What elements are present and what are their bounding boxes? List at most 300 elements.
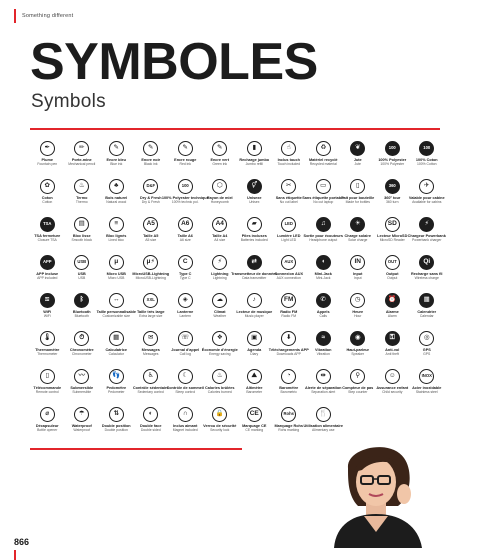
symbol-item xyxy=(30,293,65,324)
symbol-label: Heure xyxy=(352,310,364,314)
symbol-translation: Blue ink xyxy=(110,162,123,167)
symbol-translation: Diary xyxy=(250,352,259,357)
symbol-icon: C xyxy=(178,255,193,270)
symbol-label: Sans étiquette xyxy=(275,196,302,200)
symbol-label: Sans étiquette portable xyxy=(302,196,345,200)
symbol-translation: Stainless steel xyxy=(415,390,438,395)
symbol-label: Pedomètre xyxy=(106,386,127,390)
symbol-item xyxy=(168,407,203,438)
symbol-item xyxy=(272,179,307,210)
symbol-label: Encre noir xyxy=(141,158,161,162)
symbol-translation: Vibration xyxy=(316,352,330,357)
bottom-divider xyxy=(30,448,242,450)
symbol-item xyxy=(375,179,410,210)
symbol-item xyxy=(410,179,445,210)
symbol-label: Double position xyxy=(101,424,131,428)
symbol-label: Haut-parleur xyxy=(346,348,370,352)
section-header xyxy=(14,9,73,23)
symbol-translation: Music player xyxy=(244,314,264,319)
symbol-item xyxy=(134,293,169,324)
symbol-translation: Pedometer xyxy=(107,390,125,395)
symbol-item xyxy=(237,217,272,248)
symbol-label: Altimètre xyxy=(246,386,263,390)
symbol-label: Input xyxy=(353,272,363,276)
symbol-label: Économie d'énergie xyxy=(201,348,238,352)
symbol-translation: Rohs marking xyxy=(278,428,300,433)
symbol-icon: ⚡ xyxy=(212,255,227,270)
symbol-icon: ♫ xyxy=(316,217,331,232)
symbol-icon: ∩ xyxy=(178,407,193,422)
symbol-icon: ◈ xyxy=(178,293,193,308)
symbol-translation: Remote control xyxy=(35,390,59,395)
symbol-label: Encre bleu xyxy=(106,158,126,162)
symbol-item xyxy=(237,369,272,400)
symbol-icon: ❖ xyxy=(212,331,227,346)
symbol-icon: μ xyxy=(109,255,124,270)
symbol-translation: Magnet included xyxy=(172,428,198,433)
symbol-item xyxy=(341,331,376,362)
symbol-item xyxy=(303,217,343,248)
symbol-icon: 🍴 xyxy=(316,407,331,422)
symbol-label: Téléchargements APP xyxy=(268,348,309,352)
symbol-icon: ✉ xyxy=(143,331,158,346)
symbol-label: Vibration xyxy=(315,348,332,352)
symbol-item xyxy=(99,217,134,248)
symbol-label: Transmetteur de données xyxy=(231,272,278,276)
symbol-label: Termo xyxy=(76,196,88,200)
symbol-translation: Anti theft xyxy=(385,352,399,357)
symbol-translation: Thermometer xyxy=(37,352,58,357)
symbol-translation: Output xyxy=(387,276,398,281)
symbol-translation: Mini-Jack xyxy=(316,276,331,281)
symbol-label: Décapsuleur xyxy=(35,424,59,428)
section-label: Something different xyxy=(22,13,74,19)
symbol-item xyxy=(203,369,238,400)
symbol-icon: ≋ xyxy=(40,293,55,308)
symbol-label: Contrôle sédentaire xyxy=(132,386,169,390)
symbol-item xyxy=(99,255,134,286)
symbol-item xyxy=(375,293,410,324)
symbol-translation: Input xyxy=(353,276,362,281)
symbol-label: Utilisation alimentaire xyxy=(303,424,343,428)
symbol-label: Porte-mine xyxy=(71,158,92,162)
symbol-icon: ☁ xyxy=(212,293,227,308)
symbol-translation: GPS xyxy=(423,352,431,357)
symbol-item xyxy=(30,407,65,438)
symbol-item xyxy=(303,407,343,438)
symbol-icon: 👣 xyxy=(109,369,124,384)
section-accent-bar xyxy=(14,9,16,23)
symbol-label: Micro USB xyxy=(106,272,126,276)
symbol-icon: ✎ xyxy=(212,141,227,156)
symbol-translation: Double sided xyxy=(140,428,161,433)
symbol-icon: ♪ xyxy=(247,293,262,308)
symbol-label: Agenda xyxy=(247,348,262,352)
symbol-translation: 100% technic pol. xyxy=(171,200,199,205)
symbol-icon: ✎ xyxy=(178,141,193,156)
symbol-icon: 100 xyxy=(385,141,400,156)
symbol-translation: Call log xyxy=(179,352,191,357)
symbol-icon: ⚡ xyxy=(419,217,434,232)
symbol-translation: Light LED xyxy=(281,238,297,243)
symbol-label: Recharge sans fil xyxy=(411,272,443,276)
symbol-label: Connexion AUX xyxy=(274,272,304,276)
symbol-item xyxy=(341,255,376,286)
symbol-translation: Cotton xyxy=(42,200,53,205)
symbol-label: Lanterne xyxy=(177,310,194,314)
symbol-icon: ≡ xyxy=(109,217,124,232)
symbol-translation: Jute xyxy=(354,162,361,167)
symbol-label: Double face xyxy=(139,424,162,428)
symbol-icon: ◐ xyxy=(143,407,158,422)
symbol-item xyxy=(306,255,341,286)
page-number: 866 xyxy=(14,537,30,547)
symbol-label: Mini-Jack xyxy=(314,272,332,276)
symbol-icon: ⇄ xyxy=(247,255,262,270)
symbol-translation: Available for cabins xyxy=(412,200,442,205)
symbol-label: Waterproof xyxy=(71,424,92,428)
symbol-icon: ⏰ xyxy=(385,293,400,308)
symbol-icon: 360 xyxy=(385,179,400,194)
symbol-label: Alerte de séparation xyxy=(305,386,342,390)
symbol-label: Contrôle de sommeil xyxy=(166,386,205,390)
symbol-label: Inclus touch xyxy=(277,158,300,162)
symbol-translation: Sleep control xyxy=(175,390,196,395)
symbol-label: WiFi xyxy=(43,310,52,314)
symbol-item xyxy=(272,407,307,438)
symbol-label: Assurance enfant xyxy=(376,386,409,390)
symbol-label: Thermomètre xyxy=(35,348,60,352)
symbol-item xyxy=(30,179,65,210)
symbol-label: Bloc lignés xyxy=(106,234,127,238)
symbol-icon: 〰 xyxy=(74,369,89,384)
symbol-label: GPS xyxy=(422,348,431,352)
symbol-translation: Natural wood xyxy=(106,200,127,205)
symbol-translation: Powerbank charger xyxy=(412,238,442,243)
symbol-label: Bluetooth xyxy=(72,310,91,314)
symbol-translation: Energy saving xyxy=(209,352,231,357)
symbol-translation: No cut label xyxy=(279,200,298,205)
symbol-label: Verrou de sécurité xyxy=(203,424,237,428)
symbol-label: MicroUSB-Lightning xyxy=(132,272,170,276)
symbol-icon: TSA xyxy=(40,217,55,232)
symbol-icon: ◉ xyxy=(350,331,365,346)
symbol-translation: Barometric xyxy=(280,390,297,395)
symbol-translation: Red ink xyxy=(179,162,191,167)
symbol-label: Chargeur Powerbank xyxy=(407,234,446,238)
symbol-translation: A6 size xyxy=(179,238,191,243)
symbol-label: Alarme xyxy=(385,310,399,314)
symbol-translation: Lightning xyxy=(212,276,227,281)
symbol-label: Dry & Fresh xyxy=(139,196,162,200)
symbol-icon: A4 xyxy=(212,217,227,232)
symbol-item xyxy=(65,331,100,362)
symbol-item xyxy=(134,179,169,210)
symbol-item xyxy=(65,369,100,400)
symbol-icon: A6 xyxy=(178,217,193,232)
symbol-translation: Security lock xyxy=(210,428,230,433)
symbol-label: Taille A4 xyxy=(212,234,228,238)
symbol-icon: ✏ xyxy=(74,141,89,156)
symbol-translation: A5 size xyxy=(145,238,157,243)
symbol-item xyxy=(410,141,445,172)
symbol-translation: Double position xyxy=(104,428,128,433)
symbol-translation: Lantern xyxy=(179,314,191,319)
symbol-icon: FM xyxy=(281,293,296,308)
page-title: SYMBOLES xyxy=(30,33,318,91)
symbol-item xyxy=(134,331,169,362)
symbol-label: USB xyxy=(77,272,86,276)
symbol-item xyxy=(410,293,445,324)
symbol-item xyxy=(272,369,307,400)
symbol-label: Bois naturel xyxy=(105,196,128,200)
symbol-translation: Submersible xyxy=(72,390,92,395)
symbol-icon: SD xyxy=(385,217,400,232)
symbol-item xyxy=(99,407,134,438)
symbol-icon: ▭ xyxy=(316,179,331,194)
symbol-item xyxy=(375,217,410,248)
symbol-translation: 100% Cotton xyxy=(416,162,437,167)
symbol-icon: ⌀ xyxy=(40,407,55,422)
symbol-translation: MicroSD Reader xyxy=(379,238,405,243)
symbol-item xyxy=(30,141,65,172)
symbol-item xyxy=(237,293,272,324)
symbol-item xyxy=(341,217,376,248)
symbol-label: Calories brûlées xyxy=(204,386,235,390)
symbol-icon: 🌡 xyxy=(40,331,55,346)
symbol-label: Marquage Rohs xyxy=(274,424,303,428)
symbol-icon: ☏ xyxy=(178,331,193,346)
symbol-translation: Separation alert xyxy=(311,390,336,395)
symbol-item xyxy=(30,369,65,400)
symbol-item xyxy=(272,293,307,324)
symbol-translation: MicroUSB-Lightning xyxy=(135,276,166,281)
symbol-item xyxy=(65,141,100,172)
symbol-icon: ✎ xyxy=(143,141,158,156)
symbol-item xyxy=(203,217,238,248)
symbol-label: 100% Polyester technique xyxy=(161,196,209,200)
symbol-icon: μ⚡ xyxy=(143,255,158,270)
symbol-translation: Fountain pen xyxy=(37,162,58,167)
symbol-translation: Bottle opener xyxy=(37,428,58,433)
symbol-item xyxy=(99,331,134,362)
symbol-translation: Lined bloc xyxy=(108,238,124,243)
symbol-icon: ☀ xyxy=(350,217,365,232)
symbol-translation: Hour xyxy=(354,314,362,319)
symbol-translation: Type C xyxy=(179,276,191,281)
symbol-icon: ◷ xyxy=(350,293,365,308)
title-divider xyxy=(30,128,440,130)
symbol-icon: ♣ xyxy=(109,179,124,194)
symbol-translation: Calls xyxy=(319,314,328,319)
symbol-translation: No cut laptop xyxy=(313,200,334,205)
symbol-item xyxy=(306,369,341,400)
symbol-item xyxy=(134,141,169,172)
symbol-item xyxy=(237,331,272,362)
symbol-item xyxy=(237,407,272,438)
symbol-item xyxy=(99,369,134,400)
symbol-translation: A4 size xyxy=(214,238,226,243)
symbol-label: Radio FM xyxy=(280,310,298,314)
symbol-label: Jute xyxy=(353,158,362,162)
symbol-icon: ⚲ xyxy=(350,369,365,384)
symbol-icon: ✒ xyxy=(40,141,55,156)
symbol-item xyxy=(341,293,376,324)
symbol-item xyxy=(65,255,100,286)
symbol-item xyxy=(341,141,376,172)
symbol-icon: ✎ xyxy=(109,141,124,156)
symbol-translation: Wireless charge xyxy=(414,276,439,281)
symbol-translation: 360 turn xyxy=(386,200,399,205)
symbol-icon: ▦ xyxy=(419,293,434,308)
symbol-item xyxy=(237,141,272,172)
symbol-item xyxy=(203,407,238,438)
symbol-icon: 🔒 xyxy=(212,407,227,422)
symbol-label: Lecteur de musique xyxy=(236,310,273,314)
symbol-item xyxy=(341,179,376,210)
symbol-label: Fait pour bouteille xyxy=(341,196,375,200)
symbol-label: Taille personnalisable xyxy=(96,310,136,314)
symbol-icon: ⇹ xyxy=(316,369,331,384)
symbol-translation: Extra large size xyxy=(139,314,163,319)
symbol-item xyxy=(96,293,136,324)
symbol-translation: WiFi xyxy=(43,314,51,319)
symbol-translation: Batteries included xyxy=(240,238,268,243)
symbol-item xyxy=(306,331,341,362)
symbol-item xyxy=(134,407,169,438)
symbol-icon: ✈ xyxy=(419,179,434,194)
symbol-translation: Calculator xyxy=(108,352,124,357)
symbol-item xyxy=(268,331,309,362)
symbol-icon: ᛒ xyxy=(74,293,89,308)
symbol-translation: Weather xyxy=(213,314,227,319)
symbol-translation: Step counter xyxy=(348,390,368,395)
woman-illustration xyxy=(318,440,440,548)
symbol-icon: ▤ xyxy=(74,217,89,232)
symbol-item xyxy=(168,331,203,362)
symbol-item xyxy=(203,331,238,362)
symbol-label: Chronomètre xyxy=(69,348,94,352)
symbol-label: Compteur de pas xyxy=(342,386,374,390)
symbol-translation: USB xyxy=(78,276,86,281)
symbol-icon: D&F xyxy=(143,179,158,194)
symbol-label: Bloc lisse xyxy=(72,234,91,238)
symbol-item xyxy=(65,407,100,438)
symbol-translation: AUX connection xyxy=(276,276,301,281)
symbol-label: Plume xyxy=(41,158,53,162)
page-subtitle: Symbols xyxy=(31,91,106,112)
symbol-translation: Recycled material xyxy=(309,162,337,167)
symbol-icon: ⛰ xyxy=(247,369,262,384)
symbol-label: Inclus aimant xyxy=(173,424,198,428)
symbol-icon: ☾ xyxy=(178,369,193,384)
symbol-icon: ▯ xyxy=(40,369,55,384)
symbol-item xyxy=(168,141,203,172)
symbol-icon: ⚿ xyxy=(385,331,400,346)
symbol-label: Piles incluses xyxy=(241,234,267,238)
symbol-icon: Rohs xyxy=(281,407,296,422)
symbol-translation: Downloads APP xyxy=(276,352,301,357)
symbol-label: Calendrier xyxy=(417,310,437,314)
symbol-translation: Solar charge xyxy=(348,238,368,243)
symbol-label: Appels xyxy=(316,310,330,314)
symbol-label: Recharge jumbo xyxy=(239,158,270,162)
symbol-icon: ◖ xyxy=(316,255,331,270)
symbol-item xyxy=(30,217,65,248)
symbol-label: Anti-vol xyxy=(385,348,400,352)
symbol-item xyxy=(168,255,203,286)
symbol-translation: Headphone output xyxy=(309,238,338,243)
symbol-translation: Mechanical pencil xyxy=(68,162,96,167)
symbol-translation: Micro USB xyxy=(108,276,125,281)
symbol-icon: IN xyxy=(350,255,365,270)
symbol-icon: LED xyxy=(281,217,296,232)
symbol-translation: Honeycomb xyxy=(210,200,229,205)
symbol-icon: INOX xyxy=(419,369,434,384)
symbol-translation: Chronometer xyxy=(71,352,92,357)
symbol-translation: Sedentary control xyxy=(137,390,165,395)
symbol-icon: ♿ xyxy=(143,369,158,384)
symbol-item xyxy=(99,179,134,210)
symbol-translation: Speaker xyxy=(351,352,365,357)
symbol-item xyxy=(65,217,100,248)
symbol-item xyxy=(231,255,278,286)
symbol-label: Taille A6 xyxy=(177,234,193,238)
symbol-icon: USB xyxy=(74,255,89,270)
symbol-icon: Qi xyxy=(419,255,434,270)
symbol-label: Unisexe xyxy=(246,196,262,200)
symbol-item xyxy=(272,141,307,172)
symbol-item xyxy=(407,217,446,248)
symbol-label: Lightning xyxy=(211,272,229,276)
symbol-label: Télécommande xyxy=(33,386,62,390)
symbol-translation: Dry & Fresh xyxy=(141,200,160,205)
symbol-label: Acier inoxidable xyxy=(412,386,442,390)
symbol-icon: ✆ xyxy=(316,293,331,308)
symbol-label: Journal d'appel xyxy=(171,348,200,352)
symbol-icon: ▮ xyxy=(247,141,262,156)
symbol-translation: Calories burned xyxy=(207,390,232,395)
symbol-icon: ≈ xyxy=(316,331,331,346)
symbol-icon: ☺ xyxy=(385,369,400,384)
symbol-label: Charge solaire xyxy=(344,234,371,238)
symbol-icon: ⬡ xyxy=(212,179,227,194)
symbol-icon: ☝ xyxy=(281,141,296,156)
symbol-icon: ▯ xyxy=(350,179,365,194)
symbol-label: Sortie pour écouteurs xyxy=(303,234,343,238)
symbol-icon: ⚥ xyxy=(247,179,262,194)
symbol-translation: Data transmitter xyxy=(242,276,267,281)
symbol-translation: Jumbo refill xyxy=(245,162,263,167)
symbol-item xyxy=(410,331,445,362)
symbol-label: Calculatrice xyxy=(105,348,128,352)
symbol-translation: Child security xyxy=(382,390,403,395)
symbol-label: APP incluse xyxy=(36,272,59,276)
symbol-translation: Unisex xyxy=(249,200,260,205)
symbol-item xyxy=(203,141,238,172)
symbol-label: Taille A5 xyxy=(143,234,159,238)
symbol-icon: ▣ xyxy=(247,331,262,346)
symbol-label: Encre rouge xyxy=(174,158,197,162)
symbol-item xyxy=(30,255,65,286)
symbol-translation: Made for bottles xyxy=(345,200,370,205)
symbol-grid xyxy=(30,141,448,438)
symbol-translation: Smooth block xyxy=(71,238,93,243)
symbol-label: Climat xyxy=(213,310,226,314)
symbol-item xyxy=(272,255,307,286)
symbol-label: 100% Coton xyxy=(415,158,438,162)
symbol-item xyxy=(410,369,445,400)
